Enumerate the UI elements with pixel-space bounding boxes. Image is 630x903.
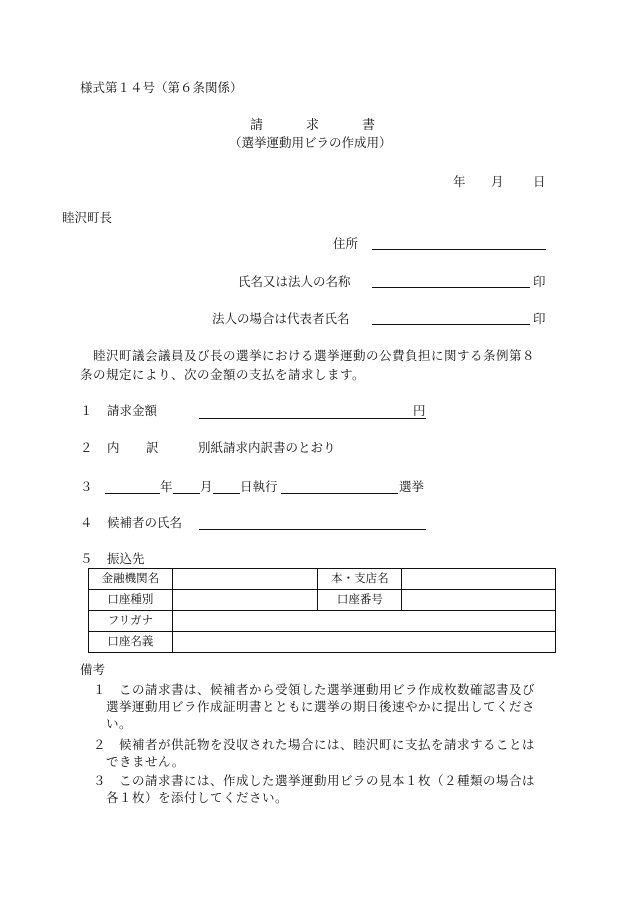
account-type-label: 口座種別 <box>89 590 173 611</box>
seal-mark-1: 印 <box>533 274 546 289</box>
note-2-number: ２ <box>93 737 106 752</box>
representative-label: 法人の場合は代表者氏名 <box>212 311 350 326</box>
election-name-line[interactable] <box>281 493 398 494</box>
note-2-line-1: 候補者が供託物を没収された場合には、睦沢町に支払を請求することは <box>119 737 536 752</box>
bank-transfer-table <box>88 568 556 653</box>
item-2-label-a: 内 <box>107 440 120 455</box>
furigana-label: フリガナ <box>89 611 173 632</box>
account-number-label: 口座番号 <box>318 590 402 611</box>
item-5-label: 振込先 <box>107 551 145 566</box>
document-title-char-3: 書 <box>362 118 376 133</box>
item-3-number: ３ <box>80 479 93 494</box>
item-2-number: ２ <box>80 440 93 455</box>
furigana-field[interactable] <box>172 611 555 632</box>
note-2-text <box>106 736 536 770</box>
item-3-year: 年 <box>160 479 173 494</box>
note-3-number: ３ <box>93 773 106 788</box>
note-1-line-3: い。 <box>106 716 133 731</box>
item-1-unit: 円 <box>413 403 426 418</box>
notes-heading: 備考 <box>80 662 106 677</box>
item-1-label: 請求金額 <box>107 403 158 418</box>
account-name-field[interactable] <box>172 632 555 653</box>
table-row <box>89 569 556 590</box>
note-3-line-2: 各１枚）を添付してください。 <box>106 790 289 805</box>
account-type-field[interactable] <box>172 590 318 611</box>
table-row <box>89 632 556 653</box>
seal-mark-2: 印 <box>533 311 546 326</box>
date-month: 月 <box>491 174 504 189</box>
note-1-text <box>106 681 536 732</box>
claim-amount-line[interactable] <box>199 418 426 419</box>
account-name-label: 口座名義 <box>89 632 173 653</box>
intro-line-1: 睦沢町議会議員及び長の選挙における選挙運動の公費負担に関する条例第８ <box>93 348 536 363</box>
addressee: 睦沢町長 <box>62 210 113 225</box>
date-year: 年 <box>453 174 466 189</box>
document-title-char-1: 請 <box>250 118 264 133</box>
name-line[interactable] <box>372 287 530 288</box>
bank-name-field[interactable] <box>172 569 318 590</box>
note-1-line-2: 選挙運動用ビラ作成証明書とともに選挙の期日後速やかに提出してくださ <box>106 699 536 714</box>
note-1-number: １ <box>93 682 106 697</box>
election-month-line[interactable] <box>173 493 200 494</box>
item-1-number: １ <box>80 403 93 418</box>
election-day-line[interactable] <box>213 493 240 494</box>
candidate-name-line[interactable] <box>199 529 426 530</box>
election-year-line[interactable] <box>105 493 160 494</box>
branch-field[interactable] <box>402 569 556 590</box>
item-4-number: ４ <box>80 515 93 530</box>
document-title-char-2: 求 <box>306 118 320 133</box>
table-row <box>89 611 556 632</box>
item-2-value: 別紙請求内訳書のとおり <box>198 440 336 455</box>
branch-label: 本・支店名 <box>318 569 402 590</box>
address-line[interactable] <box>372 249 546 250</box>
intro-line-2: 条の規定により、次の金額の支払を請求します。 <box>80 367 366 382</box>
item-4-label: 候補者の氏名 <box>107 515 183 530</box>
form-number: 様式第１４号（第６条関係） <box>80 80 243 95</box>
name-label: 氏名又は法人の名称 <box>238 274 351 289</box>
note-3-line-1: この請求書には、作成した選挙運動用ビラの見本１枚（２種類の場合は <box>119 773 536 788</box>
item-3-suffix: 選挙 <box>399 479 425 494</box>
note-2-line-2: できません。 <box>106 754 185 769</box>
address-label: 住所 <box>333 236 359 251</box>
date-day: 日 <box>533 174 546 189</box>
representative-line[interactable] <box>372 324 530 325</box>
item-3-day: 日執行 <box>240 479 278 494</box>
note-3-text <box>106 772 536 806</box>
item-5-number: ５ <box>80 551 93 566</box>
item-2-label-b: 訳 <box>146 440 159 455</box>
note-1-line-1: この請求書は、候補者から受領した選挙運動用ビラ作成枚数確認書及び <box>119 682 536 697</box>
table-row <box>89 590 556 611</box>
item-3-month: 月 <box>200 479 213 494</box>
account-number-field[interactable] <box>402 590 556 611</box>
document-subtitle: （選挙運動用ビラの作成用） <box>229 135 392 150</box>
bank-name-label: 金融機関名 <box>89 569 173 590</box>
